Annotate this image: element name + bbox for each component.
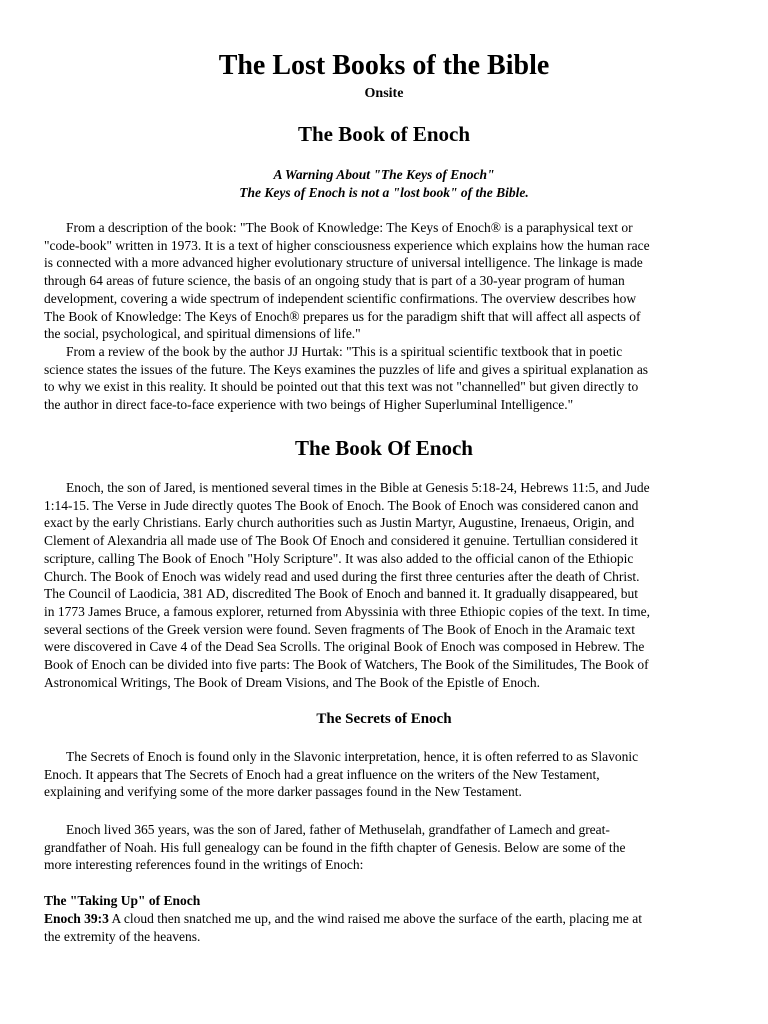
paragraph-line: The Book of Knowledge: The Keys of Enoch® prepares us for the paradigm shift that will affect all aspects of (44, 308, 641, 324)
verse-reference: Enoch 39:3 (44, 911, 109, 926)
enoch-history-paragraph (44, 479, 724, 691)
document-title: The Lost Books of the Bible (218, 50, 550, 81)
document-subtitle: Onsite (364, 86, 404, 101)
taking-up-subheading: The "Taking Up" of Enoch (44, 893, 201, 908)
paragraph-line: to why we exist in this reality. It should be pointed out that this text was not "channelled" but given directly to (44, 379, 639, 395)
paragraph-line: Church. The Book of Enoch was widely read and used during the first three centuries after the death of Christ. (44, 568, 640, 584)
paragraph-line: From a review of the book by the author JJ Hurtak: "This is a spiritual scientific textbook that in poetic (66, 344, 623, 359)
section-heading-book-of-enoch: The Book of Enoch (297, 122, 471, 146)
paragraph-line: in 1773 James Bruce, a famous explorer, returned from Abyssinia with three Ethiopic copies of the text. In time, (44, 603, 651, 619)
paragraph-line: Enoch lived 365 years, was the son of Jared, father of Methuselah, grandfather of Lamech and great- (66, 822, 610, 837)
paragraph-line: grandfather of Noah. His full genealogy can be found in the fifth chapter of Genesis. Below are some of the (44, 839, 626, 855)
verse-line: the extremity of the heavens. (44, 928, 201, 944)
paragraph-line: the author in direct face-to-face experience with two beings of Higher Superluminal Intelligence." (44, 397, 574, 413)
paragraph-line: the social, psychological, and spiritual dimensions of life." (44, 326, 361, 342)
section-heading-book-of-enoch-2: The Book Of Enoch (295, 436, 473, 460)
paragraph-line: Enoch, the son of Jared, is mentioned several times in the Bible at Genesis 5:18-24, Hebrews 11:5, and Jude (66, 480, 650, 495)
paragraph-line: scripture, calling The Book of Enoch "Holy Scripture". It was also added to the official canon of the Ethiopic (44, 550, 634, 566)
verse-paragraph (44, 910, 724, 945)
paragraph-line: science states the issues of the future. The Keys examines the puzzles of life and gives a spiritual explanation as (44, 361, 649, 377)
paragraph-line: Astronomical Writings, The Book of Dream Visions, and The Book of the Epistle of Enoch. (44, 674, 540, 690)
paragraph-line: Book of Enoch can be divided into five parts: The Book of Watchers, The Book of the Similitudes, The Book of (44, 657, 649, 673)
paragraph-line: explaining and verifying some of the more darker passages found in the New Testament. (44, 784, 522, 800)
verse-line (44, 910, 724, 928)
verse-text: A cloud then snatched me up, and the wind raised me above the surface of the earth, placing me at (108, 911, 642, 926)
paragraph-line: more interesting references found in the writings of Enoch: (44, 857, 364, 873)
paragraph-line: through 64 areas of future science, the basis of an ongoing study that is part of a 30-year program of human (44, 273, 625, 289)
secrets-paragraph (44, 748, 724, 801)
paragraph-line: "code-book" written in 1973. It is a text of higher consciousness experience which explains how the human race (44, 237, 650, 253)
warning-line-1: A Warning About "The Keys of Enoch" (273, 167, 495, 182)
keys-review-paragraph (44, 343, 724, 414)
paragraph-line: Clement of Alexandria all made use of The Book Of Enoch and considered it genuine. Tertullian considered it (44, 533, 638, 549)
paragraph-line: is connected with a more advanced higher evolutionary structure of universal intelligence. The linkage is made (44, 255, 643, 271)
paragraph-line: were discovered in Cave 4 of the Dead Sea Scrolls. The original Book of Enoch was composed in Hebrew. The (44, 639, 645, 655)
enoch-genealogy-paragraph (44, 821, 724, 874)
paragraph-line: 1:14-15. The Verse in Jude directly quotes The Book of Enoch. The Book of Enoch was considered canon and (44, 497, 639, 513)
section-heading-secrets-of-enoch: The Secrets of Enoch (316, 711, 452, 727)
keys-description-paragraph (44, 219, 724, 343)
paragraph-line: The Secrets of Enoch is found only in the Slavonic interpretation, hence, it is often referred to as Slavonic (66, 749, 639, 764)
warning-line-2: The Keys of Enoch is not a "lost book" of the Bible. (239, 185, 529, 200)
paragraph-line: The Council of Laodicia, 381 AD, discredited The Book of Enoch and banned it. It gradually disappeared, but (44, 586, 638, 602)
paragraph-line: exact by the early Christians. Early church authorities such as Justin Martyr, Augustine, Irenaeus, Origin, and (44, 515, 635, 531)
paragraph-line: development, covering a wide spectrum of independent scientific confirmations. The overview describes how (44, 290, 637, 306)
paragraph-line: From a description of the book: "The Book of Knowledge: The Keys of Enoch® is a paraphysical text or (66, 220, 633, 235)
paragraph-line: several sections of the Greek version were found. Seven fragments of The Book of Enoch in the Aramaic text (44, 621, 635, 637)
paragraph-line: Enoch. It appears that The Secrets of Enoch had a great influence on the writers of the New Testament, (44, 766, 600, 782)
